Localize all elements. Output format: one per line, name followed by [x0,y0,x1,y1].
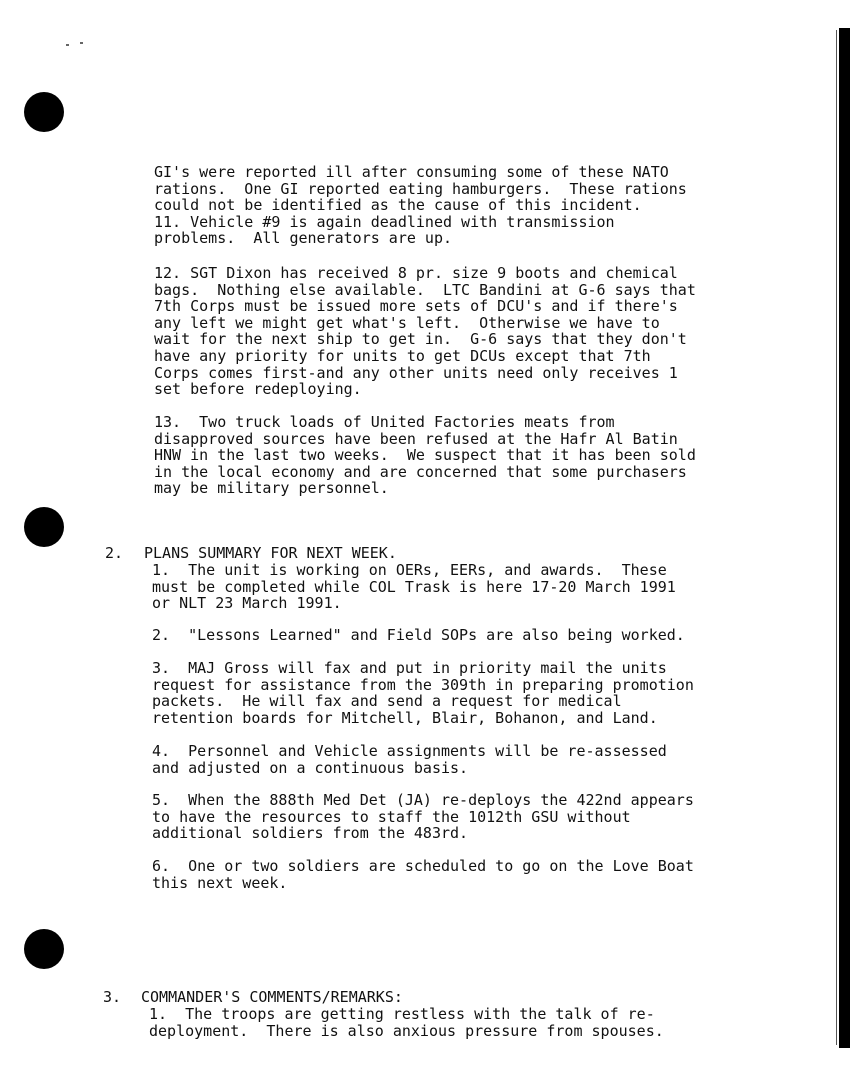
scan-speck [80,42,83,44]
section-2-item-5: 5. When the 888th Med Det (JA) re-deploys the 422nd appears to have the resources to staff the 1012th GSU without additional soldiers from the 483rd. [152,791,694,843]
section-3-item-1: 1. The troops are getting restless with the talk of re- deployment. There is also anxious pressure from spouses. [149,1005,664,1040]
section-2-item-2: 2. "Lessons Learned" and Field SOPs are also being worked. [152,626,685,644]
section-2-item-6: 6. One or two soldiers are scheduled to go on the Love Boat this next week. [152,857,694,892]
section-2-item-1: 1. The unit is working on OERs, EERs, and awards. These must be completed while COL Trask is here 17-20 March 1991 or NLT 23 March 1991. [152,561,676,613]
section-2-number: 2. [105,544,124,562]
section-2-item-4: 4. Personnel and Vehicle assignments will be re-assessed and adjusted on a continuous basis. [152,742,667,777]
punch-hole-middle [24,507,64,547]
section-2-heading: PLANS SUMMARY FOR NEXT WEEK. [144,544,397,562]
item-13-paragraph: 13. Two truck loads of United Factories meats from disapproved sources have been refused at the Hafr Al Batin HNW in the last two weeks. We suspect that it has been sold in the local economy and are concerned that some purchasers may be military personnel. [154,413,696,498]
section-2-item-3: 3. MAJ Gross will fax and put in priority mail the units request for assistance from the 309th in preparing promotion packets. He will fax and send a request for medical retention boards for Mitchell, Blair, Bohanon, and Land. [152,659,694,727]
scan-speck [66,44,69,46]
item-12-paragraph: 12. SGT Dixon has received 8 pr. size 9 boots and chemical bags. Nothing else available. LTC Bandini at G-6 says that 7th Corps must be issued more sets of DCU's and if there's any left we might get what's left. Otherwise we have to wait for the next ship to get in. G-6 says that they don't have any priority for units to get DCUs except that 7th Corps comes first-and any other units need only receives 1 set before redeploying. [154,264,696,399]
section-3-number: 3. [103,988,122,1006]
section-3-heading: COMMANDER'S COMMENTS/REMARKS: [141,988,403,1006]
scan-edge-line [836,30,837,1045]
punch-hole-top [24,92,64,132]
scan-edge-bar [839,28,850,1048]
punch-hole-bottom [24,929,64,969]
intro-paragraph: GI's were reported ill after consuming some of these NATO rations. One GI reported eating hamburgers. These rations could not be identified as the cause of this incident. 11. Vehicle #9 is again deadlined with transmission problems. All generators are up. [154,163,687,248]
